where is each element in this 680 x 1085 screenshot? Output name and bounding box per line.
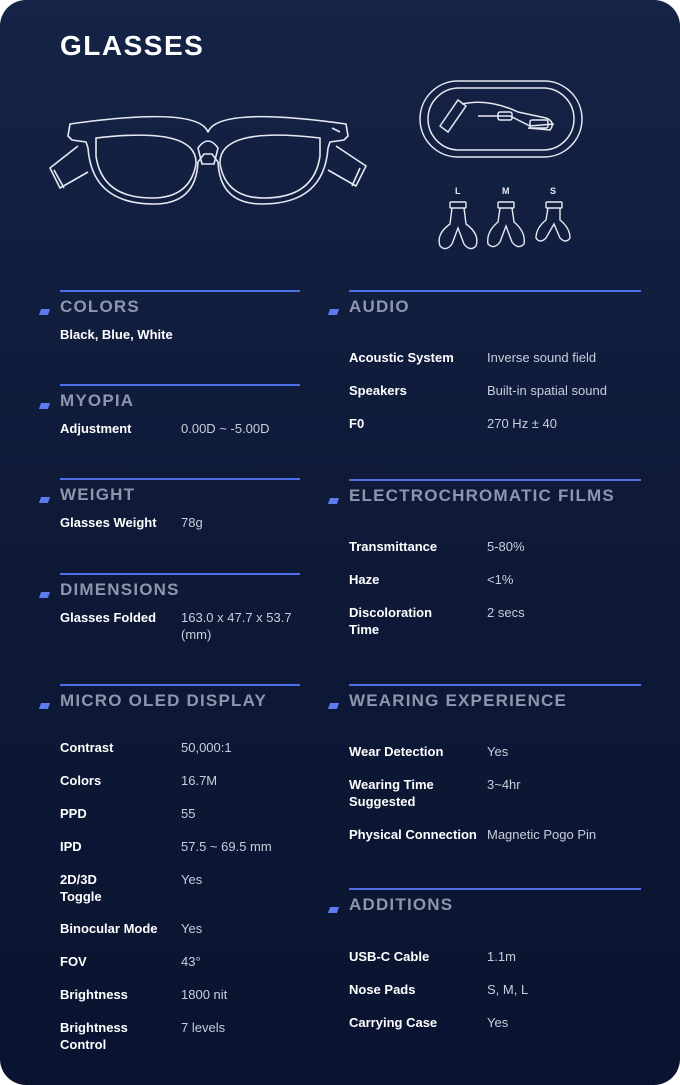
spec-label: Wear Detection: [349, 744, 444, 759]
spec-label: Speakers: [349, 383, 407, 398]
section-marker-icon: [328, 907, 339, 913]
section-divider: [349, 290, 641, 292]
section-title: AUDIO: [349, 297, 410, 316]
section-title: COLORS: [60, 297, 140, 316]
spec-value: 0.00D ~ -5.00D: [181, 421, 270, 436]
section-divider: [349, 479, 641, 481]
spec-value: 5-80%: [487, 539, 525, 554]
spec-label: Acoustic System: [349, 350, 454, 365]
spec-label: Nose Pads: [349, 982, 416, 997]
section-marker-icon: [39, 497, 50, 503]
spec-value: Yes: [487, 1015, 509, 1030]
carrying-case-illustration: [418, 78, 586, 160]
spec-label: FOV: [60, 954, 87, 969]
spec-label: Brightness: [60, 987, 128, 1002]
spec-value: S, M, L: [487, 982, 529, 997]
page-title: GLASSES: [60, 30, 205, 61]
spec-label: Adjustment: [60, 421, 132, 436]
spec-label: F0: [349, 416, 365, 431]
spec-value: 3~4hr: [487, 777, 521, 792]
spec-value: 57.5 ~ 69.5 mm: [181, 839, 272, 854]
spec-label: Binocular Mode: [60, 921, 158, 936]
spec-value: Magnetic Pogo Pin: [487, 827, 597, 842]
spec-label: Brightness Control: [60, 1020, 128, 1052]
spec-value: 1.1m: [487, 949, 516, 964]
spec-label: Carrying Case: [349, 1015, 438, 1030]
section-divider: [60, 384, 300, 386]
section-marker-icon: [39, 403, 50, 409]
spec-label: Transmittance: [349, 539, 438, 554]
spec-label: Black, Blue, White: [60, 327, 173, 342]
section-title: DIMENSIONS: [60, 580, 180, 599]
spec-value: Yes: [181, 872, 203, 887]
section-title: MYOPIA: [60, 391, 135, 410]
spec-label: 2D/3D Toggle: [60, 872, 102, 904]
glasses-illustration: [48, 108, 368, 216]
section-divider: [349, 888, 641, 890]
spec-value: <1%: [487, 572, 514, 587]
section-title: WEARING EXPERIENCE: [349, 691, 568, 710]
spec-value: 7 levels: [181, 1020, 226, 1035]
spec-label: Physical Connection: [349, 827, 477, 842]
section-marker-icon: [39, 309, 50, 315]
section-marker-icon: [39, 703, 50, 709]
spec-value: 163.0 x 47.7 x 53.7 (mm): [181, 610, 292, 642]
section-divider: [60, 478, 300, 480]
spec-label: Wearing Time Suggested: [349, 777, 434, 809]
spec-value: 43°: [181, 954, 201, 969]
nose-pad-size-l: L: [455, 186, 461, 196]
section-divider: [60, 290, 300, 292]
spec-label: Contrast: [60, 740, 114, 755]
spec-value: Yes: [181, 921, 203, 936]
spec-label: Colors: [60, 773, 102, 788]
section-title: ADDITIONS: [349, 895, 454, 914]
section-divider: [60, 573, 300, 575]
spec-label: PPD: [60, 806, 87, 821]
nose-pad-size-m: M: [502, 186, 510, 196]
spec-label: Haze: [349, 572, 380, 587]
section-marker-icon: [328, 703, 339, 709]
section-divider: [349, 684, 641, 686]
spec-value: 16.7M: [181, 773, 218, 788]
spec-label: Discoloration Time: [349, 605, 433, 637]
spec-label: USB-C Cable: [349, 949, 430, 964]
section-marker-icon: [328, 498, 339, 504]
spec-value: 78g: [181, 515, 203, 530]
section-title: ELECTROCHROMATIC FILMS: [349, 486, 615, 505]
nose-pad-size-s: S: [550, 186, 557, 196]
spec-value: 1800 nit: [181, 987, 228, 1002]
spec-value: 50,000:1: [181, 740, 232, 755]
spec-label: Glasses Weight: [60, 515, 157, 530]
spec-label: IPD: [60, 839, 82, 854]
section-marker-icon: [39, 592, 50, 598]
spec-value: 2 secs: [487, 605, 525, 620]
spec-value: Inverse sound field: [487, 350, 597, 365]
spec-value: Built-in spatial sound: [487, 383, 607, 398]
section-title: MICRO OLED DISPLAY: [60, 691, 268, 710]
spec-label: Glasses Folded: [60, 610, 157, 625]
section-title: WEIGHT: [60, 485, 136, 504]
spec-value: 55: [181, 806, 196, 821]
spec-value: 270 Hz ± 40: [487, 416, 558, 431]
nose-pads-illustration: [430, 184, 580, 256]
section-marker-icon: [328, 309, 339, 315]
section-divider: [60, 684, 300, 686]
spec-value: Yes: [487, 744, 509, 759]
